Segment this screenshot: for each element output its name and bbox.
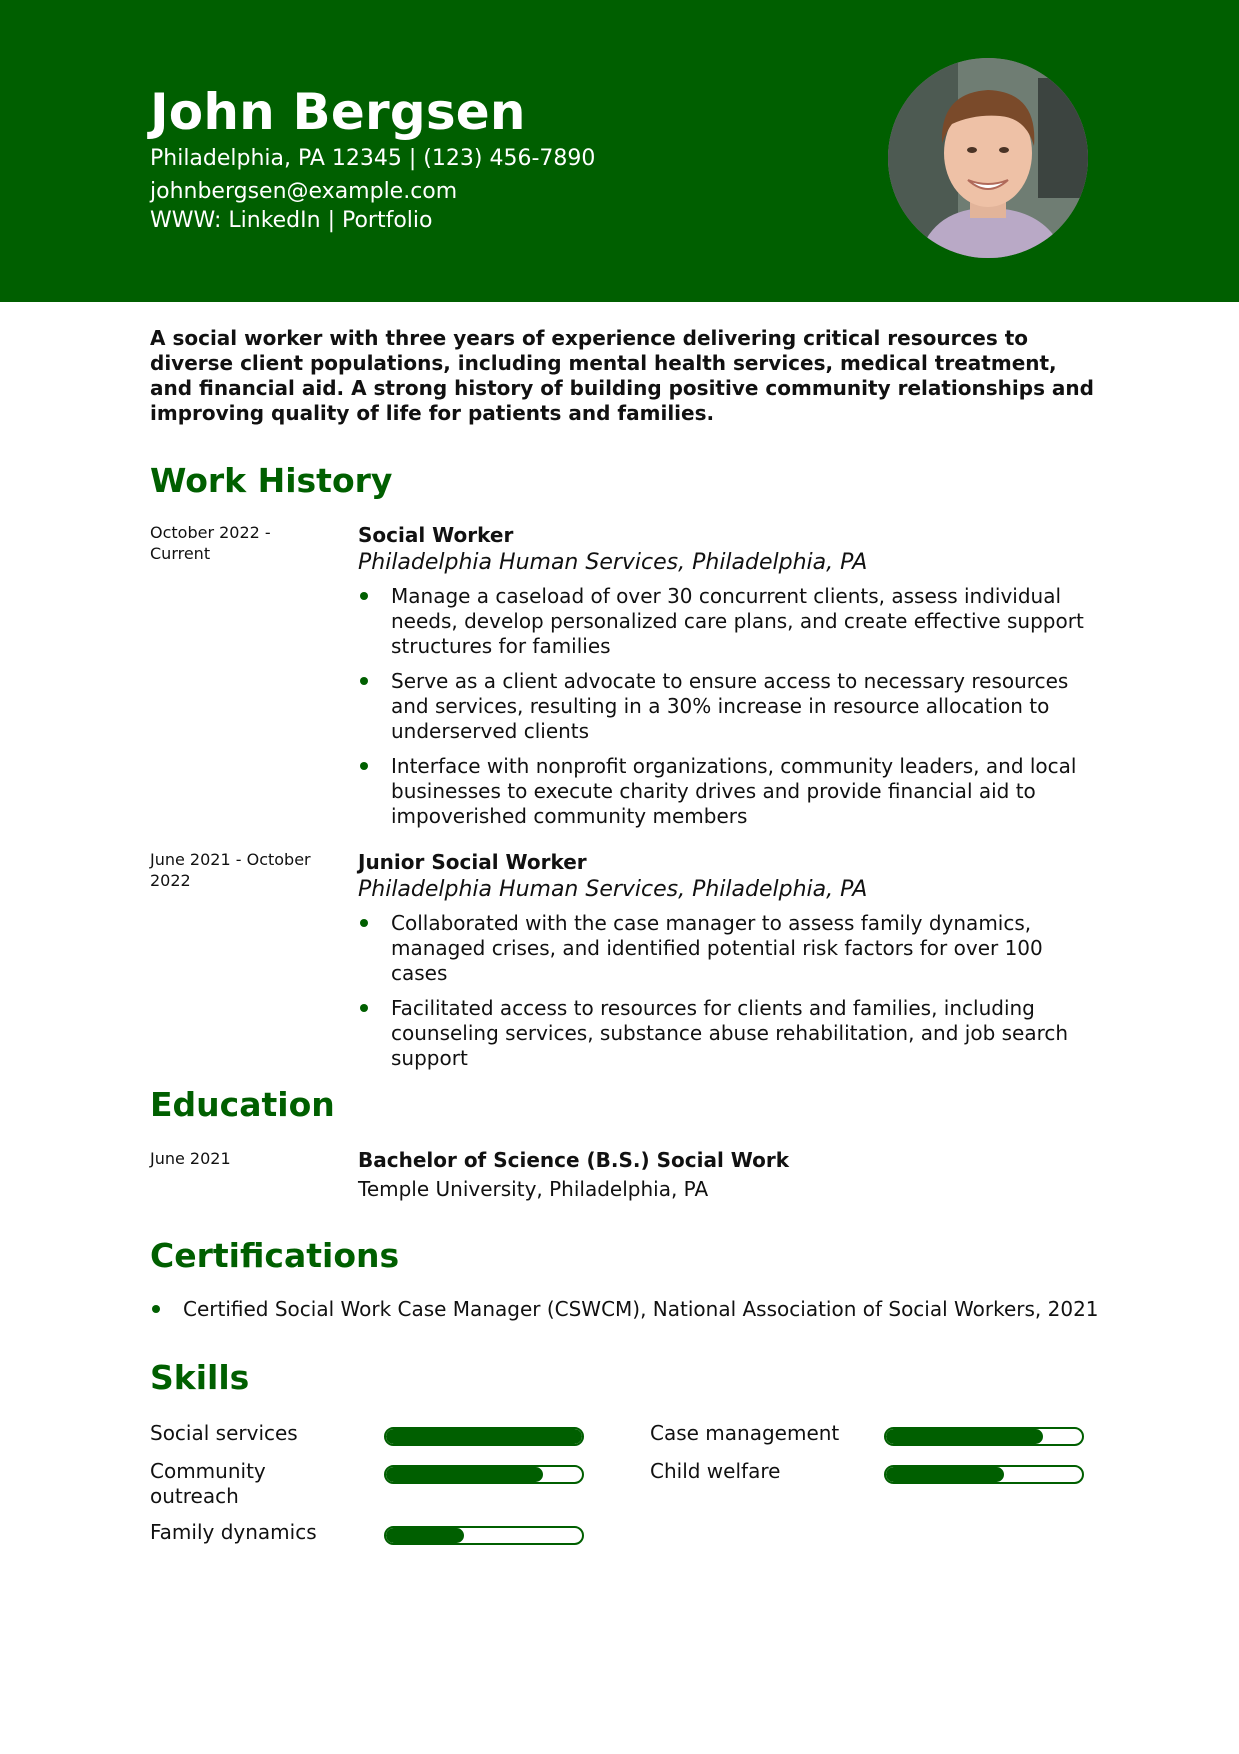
skill-level-fill xyxy=(386,1528,464,1543)
email-address: johnbergsen@example.com xyxy=(150,179,458,204)
list-item xyxy=(358,669,1088,744)
bullet-text: Collaborated with the case manager to assess family dynamics, managed crises, and identified potential risk factors for over 100 cases xyxy=(391,911,1043,985)
job-title: Social Worker xyxy=(358,523,514,547)
skill-level-fill xyxy=(386,1467,543,1482)
skill-level-bar xyxy=(884,1427,1084,1446)
certification-text: Certified Social Work Case Manager (CSWCM), National Association of Social Workers, 2021 xyxy=(183,1297,1099,1321)
bullet-dot-icon xyxy=(360,919,368,927)
section-title-certifications: Certifications xyxy=(150,1236,400,1275)
job-company: Philadelphia Human Services, Philadelphia, PA xyxy=(358,877,868,902)
skill-level-bar xyxy=(384,1526,584,1545)
bullet-text: Interface with nonprofit organizations, community leaders, and local businesses to execute charity drives and provide financial aid to impoverished community members xyxy=(391,754,1077,828)
skill-level-fill xyxy=(386,1429,582,1444)
skill-level-fill xyxy=(886,1467,1004,1482)
list-item xyxy=(358,584,1088,659)
job-bullets xyxy=(358,911,1088,1071)
job-bullets xyxy=(358,584,1088,829)
skill-label: Social services xyxy=(150,1421,298,1445)
list-item xyxy=(150,1297,1110,1322)
job-title: Junior Social Worker xyxy=(358,850,587,874)
skill-level-fill xyxy=(886,1429,1043,1444)
bullet-dot-icon xyxy=(360,677,368,685)
location-phone: Philadelphia, PA 12345 | (123) 456-7890 xyxy=(150,146,596,171)
skill-label: Community outreach xyxy=(150,1459,266,1508)
bullet-text: Serve as a client advocate to ensure access to necessary resources and services, resulting in a 30% increase in resource allocation to underserved clients xyxy=(391,669,1069,743)
bullet-dot-icon xyxy=(360,592,368,600)
school-name: Temple University, Philadelphia, PA xyxy=(358,1177,709,1201)
header-banner xyxy=(0,0,1239,302)
bullet-dot-icon xyxy=(360,1004,368,1012)
job-entry xyxy=(358,849,1088,1081)
list-item xyxy=(358,911,1088,986)
section-title-work-history: Work History xyxy=(150,461,393,500)
skill-label: Child welfare xyxy=(650,1459,781,1483)
certification-bullets xyxy=(150,1297,1110,1322)
job-dates: June 2021 - October 2022 xyxy=(150,850,311,890)
section-title-skills: Skills xyxy=(150,1358,250,1397)
bullet-text: Facilitated access to resources for clients and families, including counseling services, substance abuse rehabilitation, and job search support xyxy=(391,996,1069,1070)
degree-title: Bachelor of Science (B.S.) Social Work xyxy=(358,1148,790,1172)
section-title-education: Education xyxy=(150,1085,335,1124)
list-item xyxy=(358,996,1088,1071)
bullet-dot-icon xyxy=(360,762,368,770)
job-dates: October 2022 - Current xyxy=(150,523,271,563)
bullet-dot-icon xyxy=(152,1305,160,1313)
education-date: June 2021 xyxy=(150,1149,231,1168)
job-entry xyxy=(358,522,1088,839)
skill-label: Case management xyxy=(650,1421,840,1445)
certifications-list xyxy=(150,1297,1110,1332)
job-company: Philadelphia Human Services, Philadelphia, PA xyxy=(358,550,868,575)
list-item xyxy=(358,754,1088,829)
web-links: WWW: LinkedIn | Portfolio xyxy=(150,208,433,233)
bullet-text: Manage a caseload of over 30 concurrent clients, assess individual needs, develop personalized care plans, and create effective support structures for families xyxy=(391,584,1084,658)
profile-photo xyxy=(888,58,1088,258)
skill-label: Family dynamics xyxy=(150,1520,317,1544)
professional-summary: A social worker with three years of experience delivering critical resources to diverse client populations, including mental health services, medical treatment, and financial aid. A strong history of building positive community relationships and improving quality of life for patients and families. xyxy=(150,326,1094,425)
skill-level-bar xyxy=(384,1465,584,1484)
skill-level-bar xyxy=(384,1427,584,1446)
skill-level-bar xyxy=(884,1465,1084,1484)
candidate-name: John Bergsen xyxy=(150,83,526,141)
education-entry xyxy=(358,1147,1088,1203)
